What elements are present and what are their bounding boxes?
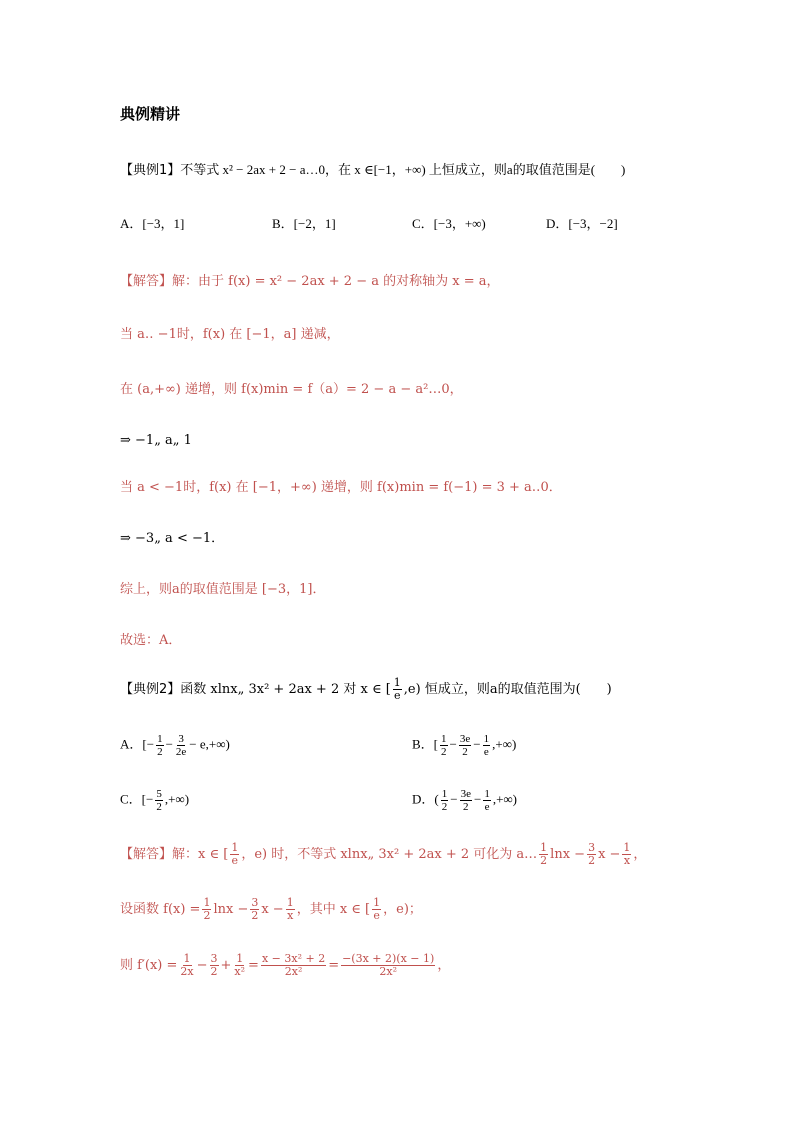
ex1-solution-line-6: ⇒ −3„ a < −1． — [120, 531, 225, 546]
ex2-option-d: D．( $\frac{1}{2}$ − $\frac{3e}{2}$ − $\frac{1}{e}$ ,+∞) — [412, 788, 517, 813]
ex1-option-d: D．[−3，−2] — [546, 216, 618, 231]
ex1-solution-line-5: 当 a < −1时，f(x) 在 [−1，+∞) 递增，则 f(x)min = f(−1) = 3 + a‥0． — [120, 480, 562, 495]
ex2-option-a: A．[− $\frac{1}{2}$ − $\frac{3}{2e}$ − e,+∞) — [120, 733, 230, 758]
example-1-text: 不等式 x² − 2ax + 2 − a…0，在 x ∈[−1，+∞) 上恒成立，则a的取值范围是( ) — [180, 162, 626, 177]
example-1-tag: 【典例1】 — [120, 163, 181, 178]
ex1-solution-line-3: 在 (a,+∞) 递增，则 f(x)min = f（a）= 2 − a − a²…0， — [120, 382, 463, 397]
ex1-solution-line-7: 综上，则a的取值范围是 [−3，1]． — [120, 582, 326, 597]
section-title: 典例精讲 — [120, 105, 181, 123]
ex1-solution-line-1 — [120, 272, 500, 292]
ex2-option-b: B．[ $\frac{1}{2}$ − $\frac{3e}{2}$ − $\frac{1}{e}$ ,+∞) — [412, 733, 517, 758]
ex1-option-b: B．[−2，1] — [272, 216, 336, 231]
example-2-question — [120, 677, 612, 702]
example-2-tag: 【典例2】 — [120, 682, 181, 697]
ex1-solution-line-2: 当 a‥ −1时，f(x) 在 [−1，a] 递减， — [120, 327, 340, 342]
ex1-solution-line-8: 故选：A． — [120, 633, 182, 648]
ex1-option-a: A．[−3，1] — [120, 216, 185, 231]
ex1-option-c: C．[−3，+∞) — [412, 216, 486, 231]
ex1-solution-text-1: 解：由于 f(x) = x² − 2ax + 2 − a 的对称轴为 x = a， — [172, 274, 500, 289]
ex2-solution-line-3: 则 f′(x) = $\frac{1}{2x}$ − $\frac{3}{2}$ + $\frac{1}{\text{x²}}$ = $\frac{\text{x − 3x² + 2}}{\text{2x²}}$ = $\frac{-(3x + 2)(x - 1)}{\text{2x²}}$ ， — [120, 952, 451, 978]
ex1-answer-tag: 【解答】 — [120, 274, 173, 289]
ex2-q-b: ,e) 恒成立，则a的取值范围为( ) — [403, 682, 612, 697]
ex2-q-a: 函数 xlnx„ 3x² + 2ax + 2 对 x ∈ [ — [180, 682, 391, 697]
ex2-q-frac: $\frac{1}{e}$ — [393, 676, 401, 702]
ex1-solution-line-4: ⇒ −1„ a„ 1 — [120, 433, 192, 448]
ex2-solution-line-1: 【解答】解：x ∈ [ $\frac{1}{e}$ ，e) 时，不等式 xlnx„ 3x² + 2ax + 2 可化为 a… $\frac{1}{2}$ lnx − $\frac{3}{2}$ x − $\frac{1}{x}$ ， — [120, 841, 647, 867]
ex2-solution-line-2: 设函数 f(x) = $\frac{1}{2}$ lnx − $\frac{3}{2}$ x − $\frac{1}{x}$ ，其中 x ∈ [ $\frac{1}{e}$ ，e)； — [120, 896, 422, 922]
ex2-answer-tag: 【解答】 — [120, 847, 173, 862]
example-1-question — [120, 160, 625, 181]
ex2-option-c: C．[− $\frac{5}{2}$ ,+∞) — [120, 788, 190, 813]
